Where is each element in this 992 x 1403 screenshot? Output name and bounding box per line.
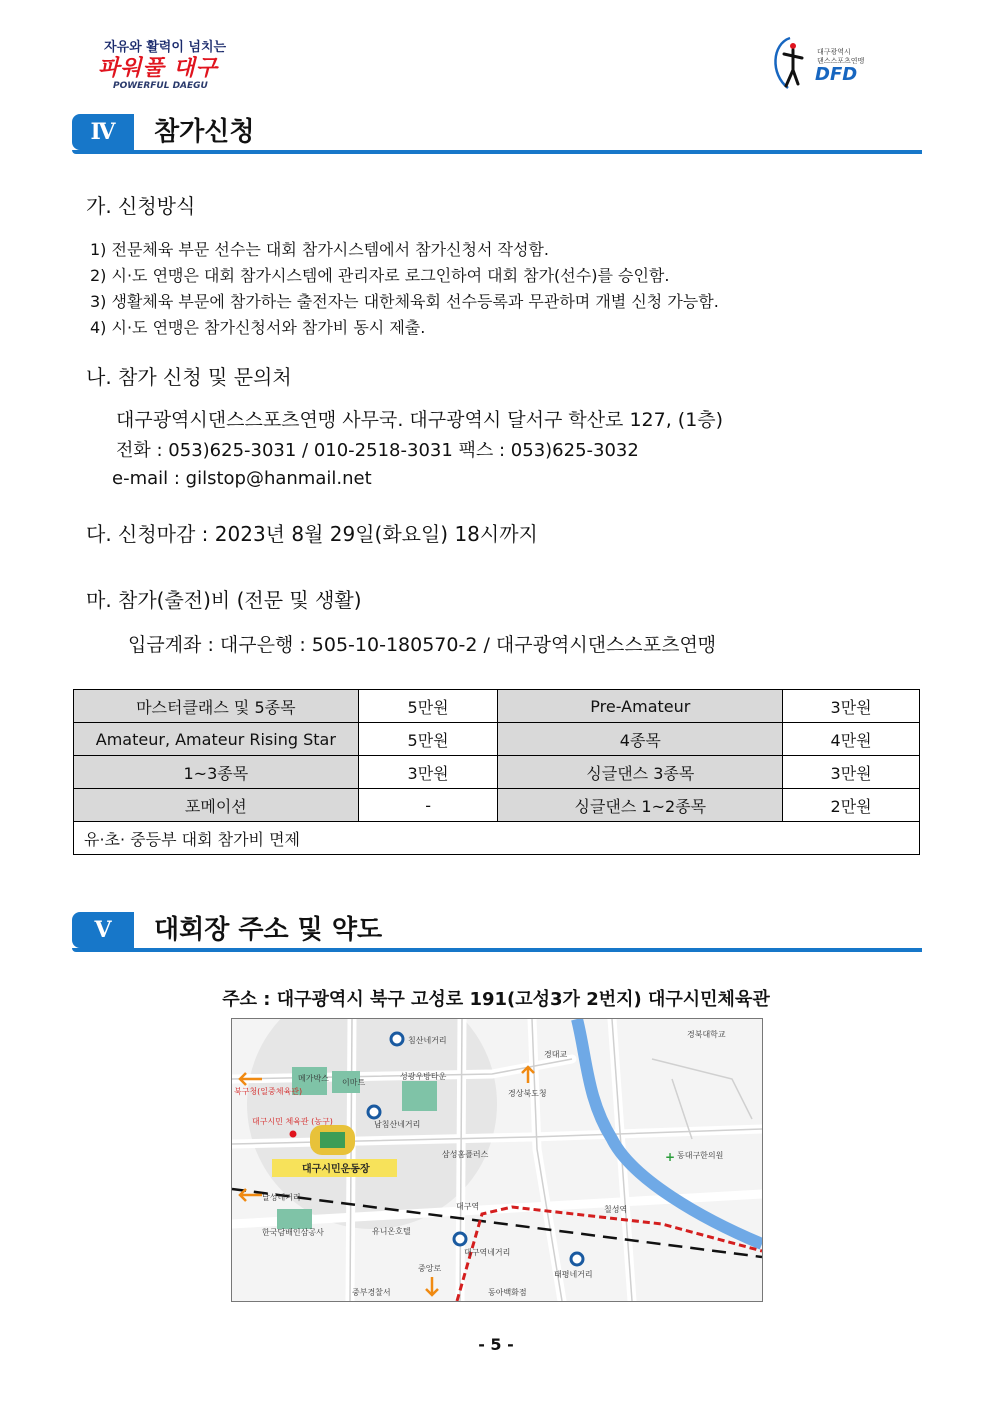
page-number: - 5 - [478,1335,514,1354]
table-cell: 1~3종목 [74,756,359,789]
map-label-gymnasium: 대구시민 체육관 (농구) [252,1117,333,1126]
map-label-namchimsan: 남침산네거리 [374,1120,421,1129]
list-item: 1) 전문체육 부문 선수는 대회 참가시스템에서 참가신청서 작성함. [90,240,549,259]
map-label-emart: 이마트 [342,1078,366,1087]
org-name-line2: 댄스스포츠연맹 [817,57,865,65]
map-label-gyeongdaegyo: 경대교 [544,1050,568,1059]
section4-number: Ⅳ [72,114,134,150]
map-label-chilseong-station: 칠성역 [604,1205,628,1214]
map-label-seonggwang: 성광우방타운 [400,1072,447,1081]
slogan-english: POWERFUL DAEGU [113,81,208,91]
slogan-line1: 자유와 활력이 넘치는 [104,40,227,55]
list-item: 3) 생활체육 부문에 참가하는 출전자는 대한체육회 선수등록과 무관하며 개별 신청 가능함. [90,292,719,311]
table-cell: Pre-Amateur [498,690,783,723]
map-label-jungbu-police: 중부경찰서 [352,1288,391,1297]
table-cell: 2만원 [783,789,920,822]
hospital-cross-icon: + [665,1150,676,1164]
table-cell: 싱글댄스 1~2종목 [498,789,783,822]
table-cell: 3만원 [358,756,498,789]
subsection-ma-heading: 마. 참가(출전)비 (전문 및 생활) [86,588,362,612]
section4-title: 참가신청 [154,117,255,147]
table-row [74,690,920,723]
venue-address: 주소 : 대구광역시 북구 고성로 191(고성3가 2번지) 대구시민체육관 [222,989,770,1010]
section4-underline [72,150,922,154]
map-label-oriental-hospital: 동대구한의원 [677,1151,724,1160]
fee-exemption-note: 유·초· 중등부 대회 참가비 면제 [74,822,920,855]
map-label-taepyeong: 태평네거리 [554,1270,593,1279]
map-label-bukgu-office: 북구청(일중체육관) [234,1087,303,1096]
fee-table [73,689,920,855]
contact-phone: 전화 : 053)625-3031 / 010-2518-3031 팩스 : 053)625-3032 [116,440,639,461]
dfd-logo-text: DFD [815,64,858,85]
table-cell: 포메이션 [74,789,359,822]
slogan-logo: 파워풀 대구 [98,56,218,81]
table-row [74,822,920,855]
map-label-megabox: 메가박스 [298,1074,329,1083]
table-cell: 3만원 [783,690,920,723]
map-label-dongah-dept: 동아백화점 [488,1288,527,1297]
table-row [74,789,920,822]
subsection-ga-heading: 가. 신청방식 [86,194,196,218]
map-label-gyeongbuk-office: 경상북도청 [508,1089,547,1098]
section4-header [72,106,922,156]
deadline: 다. 신청마감 : 2023년 8월 29일(화요일) 18시까지 [86,522,538,546]
table-cell: 5만원 [358,723,498,756]
table-cell: 5만원 [358,690,498,723]
map-label-jungang-ro: 중앙로 [418,1264,442,1273]
map-label-unihotel: 유니온호텔 [372,1227,411,1236]
table-cell: 4종목 [498,723,783,756]
table-cell: 4만원 [783,723,920,756]
section5-header [72,904,922,954]
table-row [74,756,920,789]
map-label-kyungpook-univ: 경북대학교 [687,1030,726,1039]
office-address: 대구광역시댄스스포츠연맹 사무국. 대구광역시 달서구 학산로 127, (1층) [116,409,724,431]
bank-account: 입금계좌 : 대구은행 : 505-10-180570-2 / 대구광역시댄스스포츠연맹 [128,634,717,656]
map-label-samsung-plaza: 삼성홈플러스 [442,1150,489,1159]
table-cell: 마스터클래스 및 5종목 [74,690,359,723]
map-label-daegu-station-crossroad: 대구역네거리 [464,1248,511,1257]
subsection-na-heading: 나. 참가 신청 및 문의처 [86,365,292,389]
section5-number: Ⅴ [72,912,134,948]
table-cell: - [358,789,498,822]
table-cell: 3만원 [783,756,920,789]
section5-underline [72,948,922,952]
map-label-stadium: 대구시민운동장 [302,1164,370,1175]
table-cell: 싱글댄스 3종목 [498,756,783,789]
venue-map [231,1018,763,1302]
contact-email: e-mail : gilstop@hanmail.net [112,468,372,489]
table-cell: Amateur, Amateur Rising Star [74,723,359,756]
org-name-line1: 대구광역시 [817,48,851,56]
list-item: 2) 시·도 연맹은 대회 참가시스템에 관리자로 로그인하여 대회 참가(선수)를 승인함. [90,266,670,285]
table-row [74,723,920,756]
map-label-korea-tobacco: 한국담배인삼공사 [262,1228,324,1237]
map-label-dalseong: 달성네거리 [262,1193,301,1202]
list-item: 4) 시·도 연맹은 참가신청서와 참가비 동시 제출. [90,318,426,337]
map-label-chimsan: 침산네거리 [408,1036,447,1045]
map-label-daegu-station: 대구역 [456,1202,480,1211]
section5-title: 대회장 주소 및 약도 [154,915,383,945]
